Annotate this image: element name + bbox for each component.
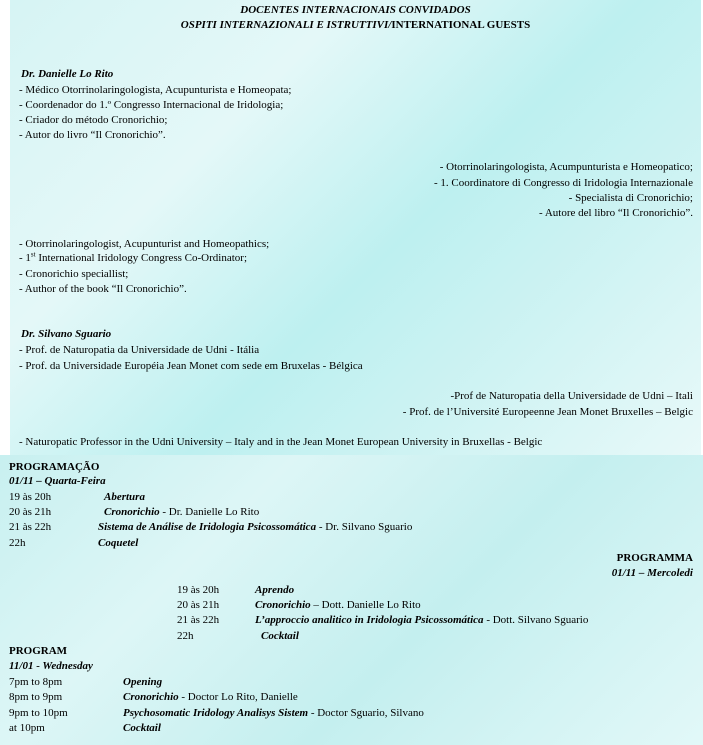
header-title: DOCENTES INTERNACIONAIS CONVIDADOS bbox=[240, 4, 471, 16]
guest2-name: Dr. Silvano Sguario bbox=[21, 328, 112, 340]
programacao-item-1 bbox=[104, 490, 145, 504]
programacao-item-1-title: Abertura bbox=[104, 491, 145, 503]
guest1-pt-4: - Autor do livro “Il Cronorichio”. bbox=[19, 129, 166, 141]
guest1-it-1: - Otorrinolaringologista, Acumpunturista e Homeopatico; bbox=[439, 161, 693, 173]
programma-item-1-title: Aprendo bbox=[255, 584, 295, 596]
programma-time-1: 19 às 20h bbox=[177, 584, 220, 596]
header-subtitle bbox=[10, 18, 701, 32]
program-item-3-speaker: - Doctor Sguario, Silvano bbox=[308, 707, 424, 719]
programacao-time-4: 22h bbox=[9, 537, 26, 549]
programma-time-2: 20 às 21h bbox=[177, 599, 220, 611]
guest1-pt-2: - Coordenador do 1.º Congresso Internacional de Iridologia; bbox=[19, 99, 284, 111]
programacao-item-4 bbox=[98, 536, 138, 550]
program-date: 11/01 - Wednesday bbox=[9, 660, 93, 672]
guest1-it-4: - Autore del libro “Il Cronorichio”. bbox=[539, 207, 693, 219]
programma-item-4 bbox=[261, 629, 299, 643]
programacao-time-3: 21 às 22h bbox=[9, 521, 52, 533]
program-item-2 bbox=[123, 690, 298, 704]
programma-item-3-speaker: - Dott. Silvano Sguario bbox=[483, 614, 589, 626]
guest1-en-2-pre: - 1 bbox=[19, 252, 31, 264]
guest2-en: - Naturopatic Professor in the Udni University – Italy and in the Jean Monet European University in Bruxellas - Belgic bbox=[19, 436, 543, 448]
program-title: PROGRAM bbox=[9, 645, 68, 657]
program-item-4 bbox=[123, 721, 161, 735]
program-time-4: at 10pm bbox=[9, 722, 45, 734]
header-subtitle-normal: INTERNATIONAL GUESTS bbox=[391, 19, 531, 31]
programacao-item-2 bbox=[104, 505, 259, 519]
programma-time-4: 22h bbox=[177, 630, 194, 642]
program-item-3-title: Psychosomatic Iridology Analisys Sistem bbox=[123, 707, 309, 719]
programma-item-4-title: Cocktail bbox=[261, 630, 299, 642]
programacao-item-3-speaker: - Dr. Silvano Sguario bbox=[316, 521, 413, 533]
guest1-en-3: - Cronorichio speciallist; bbox=[19, 268, 129, 280]
program-time-3: 9pm to 10pm bbox=[9, 707, 68, 719]
guest2-pt-2: - Prof. da Universidade Européia Jean Monet com sede em Bruxelas - Bélgica bbox=[19, 360, 363, 372]
programma-title: PROGRAMMA bbox=[616, 552, 693, 564]
program-item-1 bbox=[123, 675, 162, 689]
program-item-4-title: Cocktail bbox=[123, 722, 161, 734]
program-time-2: 8pm to 9pm bbox=[9, 691, 63, 703]
guest1-en-2 bbox=[19, 251, 247, 265]
programacao-time-1: 19 às 20h bbox=[9, 491, 52, 503]
guest1-en-4: - Author of the book “Il Cronorichio”. bbox=[19, 283, 187, 295]
guest1-it-2: - 1. Coordinatore di Congresso di Iridologia Internazionale bbox=[433, 177, 693, 189]
programma-item-3 bbox=[255, 613, 588, 627]
guests-panel bbox=[10, 0, 701, 455]
guest1-name: Dr. Danielle Lo Rito bbox=[21, 68, 114, 80]
program-item-3 bbox=[123, 706, 424, 720]
programma-item-1 bbox=[255, 583, 294, 597]
programacao-item-4-title: Coquetel bbox=[98, 537, 139, 549]
programacao-title: PROGRAMAÇÃO bbox=[9, 461, 100, 473]
programacao-item-2-speaker: - Dr. Danielle Lo Rito bbox=[159, 506, 260, 518]
program-item-1-title: Opening bbox=[123, 676, 163, 688]
programacao-time-2: 20 às 21h bbox=[9, 506, 52, 518]
guest1-en-2-post: International Iridology Congress Co-Ordinator; bbox=[35, 252, 247, 264]
programacao-date: 01/11 – Quarta-Feira bbox=[9, 475, 106, 487]
programacao-item-3-title: Sistema de Análise de Iridologia Psicossomática bbox=[98, 521, 317, 533]
programma-item-3-title: L’approccio analitico in Iridologia Psicossomática bbox=[255, 614, 484, 626]
program-item-2-title: Cronorichio bbox=[123, 691, 179, 703]
guest1-pt-1: - Médico Otorrinolaringologista, Acupunturista e Homeopata; bbox=[19, 84, 292, 96]
guest1-it-3: - Specialista di Cronorichio; bbox=[568, 192, 693, 204]
guest2-it-1: -Prof de Naturopatia della Universidade de Udni – Itali bbox=[450, 390, 693, 402]
programma-item-2-title: Cronorichio bbox=[255, 599, 311, 611]
programma-item-2 bbox=[255, 598, 421, 612]
programacao-item-3 bbox=[98, 520, 412, 534]
guest2-pt-1: - Prof. de Naturopatia da Universidade de Udni - Itália bbox=[19, 344, 260, 356]
header-subtitle-italic: OSPITI INTERNAZIONALI E ISTRUTTIVI/ bbox=[180, 19, 392, 31]
programma-date: 01/11 – Mercoledi bbox=[611, 567, 693, 579]
guest2-it-2: - Prof. de l’Université Europeenne Jean Monet Bruxelles – Belgic bbox=[402, 406, 693, 418]
program-item-2-speaker: - Doctor Lo Rito, Danielle bbox=[178, 691, 298, 703]
guest1-pt-3: - Criador do método Cronorichio; bbox=[19, 114, 168, 126]
guest1-en-2-sup: st bbox=[30, 250, 36, 259]
program-time-1: 7pm to 8pm bbox=[9, 676, 63, 688]
programma-item-2-speaker: – Dott. Danielle Lo Rito bbox=[310, 599, 421, 611]
programma-time-3: 21 às 22h bbox=[177, 614, 220, 626]
programacao-item-2-title: Cronorichio bbox=[104, 506, 160, 518]
guest1-en-1: - Otorrinolaringologist, Acupunturist and Homeopathics; bbox=[19, 238, 270, 250]
